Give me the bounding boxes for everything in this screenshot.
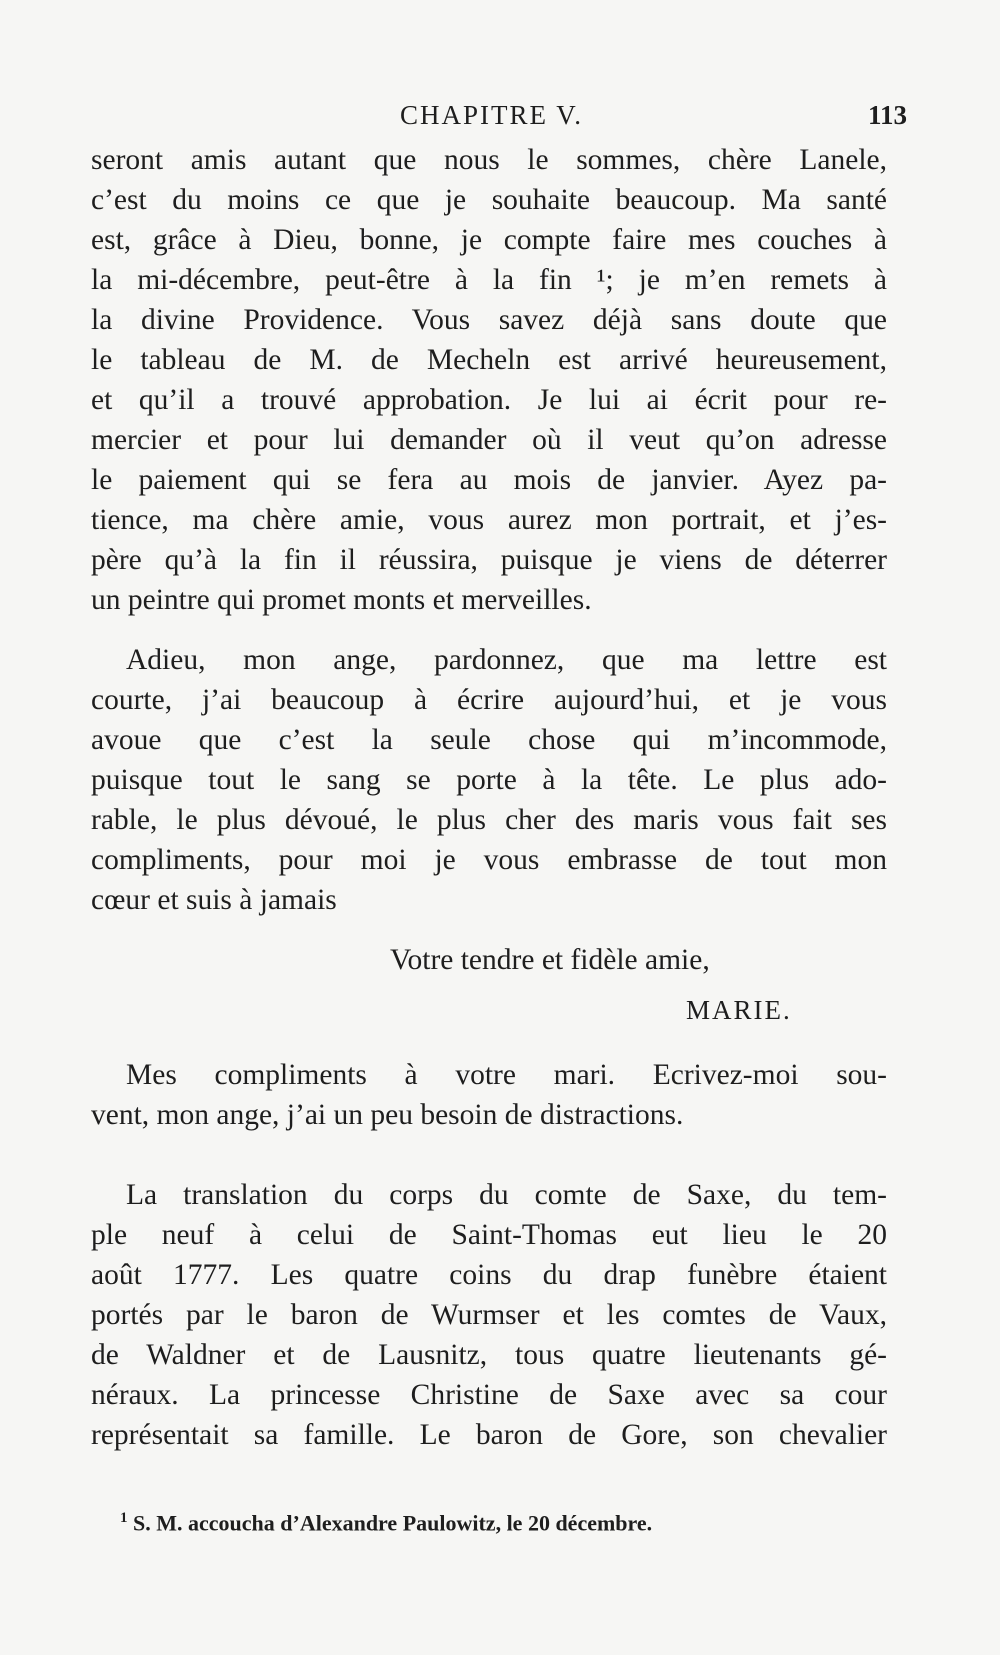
postscript: [91, 1055, 887, 1135]
text-line: vent, mon ange, j’ai un peu besoin de distractions.: [91, 1099, 684, 1131]
text-line: et qu’il a trouvé approbation. Je lui ai écrit pour re-: [91, 384, 887, 416]
text-line: août 1777. Les quatre coins du drap funèbre étaient: [91, 1259, 887, 1291]
footnote-marker: 1: [120, 1510, 128, 1526]
text-line: cœur et suis à jamais: [91, 884, 337, 916]
running-header: [0, 100, 1000, 140]
text-line: un peintre qui promet monts et merveilles.: [91, 584, 592, 616]
text-line: portés par le baron de Wurmser et les comtes de Vaux,: [91, 1299, 887, 1331]
text-line: avoue que c’est la seule chose qui m’incommode,: [91, 724, 887, 756]
text-line: représentait sa famille. Le baron de Gore, son chevalier: [91, 1419, 887, 1451]
text-line: mercier et pour lui demander où il veut qu’on adresse: [91, 424, 887, 456]
text-line: le paiement qui se fera au mois de janvier. Ayez pa-: [91, 464, 887, 496]
page-number: 113: [868, 100, 908, 130]
letter-paragraph-1: [91, 140, 887, 620]
footnote: [120, 1503, 800, 1538]
text-line: de Waldner et de Lausnitz, tous quatre lieutenants gé-: [91, 1339, 887, 1371]
text-line: tience, ma chère amie, vous aurez mon portrait, et j’es-: [91, 504, 887, 536]
text-line: courte, j’ai beaucoup à écrire aujourd’hui, et je vous: [91, 684, 887, 716]
text-line: la divine Providence. Vous savez déjà sans doute que: [91, 304, 887, 336]
text-line: est, grâce à Dieu, bonne, je compte faire mes couches à: [91, 224, 887, 256]
letter-paragraph-2: [91, 640, 887, 920]
text-line: rable, le plus dévoué, le plus cher des maris vous fait ses: [91, 804, 887, 836]
text-line: Mes compliments à votre mari. Ecrivez-moi sou-: [126, 1059, 887, 1091]
text-line: compliments, pour moi je vous embrasse de tout mon: [91, 844, 887, 876]
text-line: puisque tout le sang se porte à la tête. Le plus ado-: [91, 764, 887, 796]
text-line: La translation du corps du comte de Saxe, du tem-: [126, 1179, 887, 1211]
text-line: Adieu, mon ange, pardonnez, que ma lettre est: [126, 644, 887, 676]
footnote-text: S. M. accoucha d’Alexandre Paulowitz, le 20 décembre.: [133, 1510, 653, 1536]
letter-closing: Votre tendre et fidèle amie,: [390, 944, 710, 976]
letter-signature: MARIE.: [686, 995, 792, 1025]
text-line: la mi-décembre, peut-être à la fin ¹; je m’en remets à: [91, 264, 887, 296]
text-line: père qu’à la fin il réussira, puisque je viens de déterrer: [91, 544, 887, 576]
text-line: le tableau de M. de Mecheln est arrivé heureusement,: [91, 344, 887, 376]
text-line: seront amis autant que nous le sommes, chère Lanele,: [91, 144, 887, 176]
text-line: c’est du moins ce que je souhaite beaucoup. Ma santé: [91, 184, 887, 216]
text-line: néraux. La princesse Christine de Saxe avec sa cour: [91, 1379, 887, 1411]
text-line: ple neuf à celui de Saint-Thomas eut lieu le 20: [91, 1219, 887, 1251]
narrative-paragraph: [91, 1175, 887, 1455]
chapter-title: CHAPITRE V.: [400, 100, 584, 130]
